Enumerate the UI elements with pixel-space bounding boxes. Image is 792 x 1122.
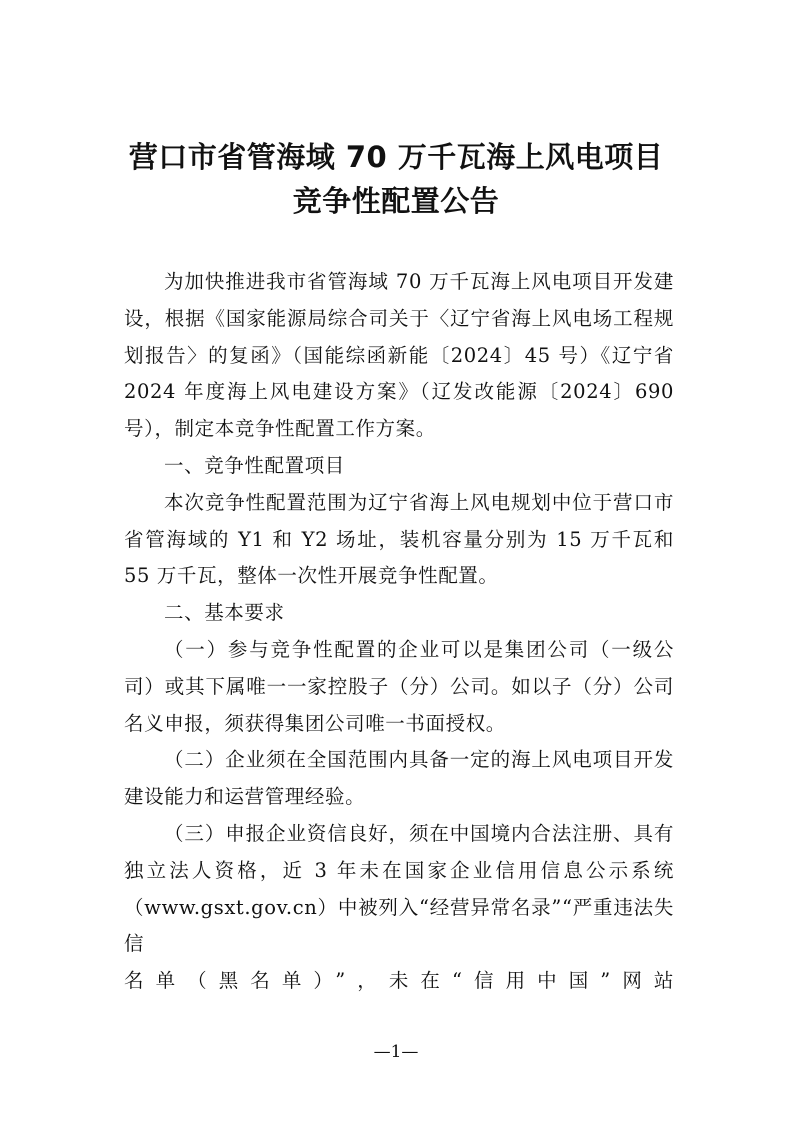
section1-heading: 一、竞争性配置项目 [164, 453, 345, 477]
requirement-3-continued: 名单（黑名单）”，未在“信用中国”网站 [124, 969, 674, 993]
intro-paragraph: 为加快推进我市省管海域 70 万千瓦海上风电项目开发建设，根据《国家能源局综合司关于〈辽宁省海上风电场工程规划报告〉的复函》（国能综函新能〔2024〕45 号）《辽宁省 2024 年度海上风电建设方案》（辽发改能源〔2024〕690 号），制定本竞争性配置工作方案。 [124, 270, 674, 441]
requirement-2: （二）企业须在全国范围内具备一定的海上风电项目开发建设能力和运营管理经验。 [124, 748, 674, 809]
requirement-1: （一）参与竞争性配置的企业可以是集团公司（一级公司）或其下属唯一一家控股子（分）公司。如以子（分）公司名义申报，须获得集团公司唯一书面授权。 [124, 637, 674, 735]
document-title-line1: 营口市省管海域 70 万千瓦海上风电项目 [128, 140, 664, 174]
section2-heading: 二、基本要求 [164, 601, 285, 625]
document-title-line2: 竞争性配置公告 [292, 184, 500, 218]
page-number: —1— [373, 1042, 419, 1062]
requirement-3: （三）申报企业资信良好，须在中国境内合法注册、具有独立法人资格，近 3 年未在国家企业信用信息公示系统（www.gsxt.gov.cn）中被列入“经营异常名录”“严重违法失信 [124, 821, 674, 956]
document-body [124, 264, 674, 1000]
section1-paragraph: 本次竞争性配置范围为辽宁省海上风电规划中位于营口市省管海域的 Y1 和 Y2 场址，装机容量分别为 15 万千瓦和 55 万千瓦，整体一次性开展竞争性配置。 [124, 490, 674, 588]
